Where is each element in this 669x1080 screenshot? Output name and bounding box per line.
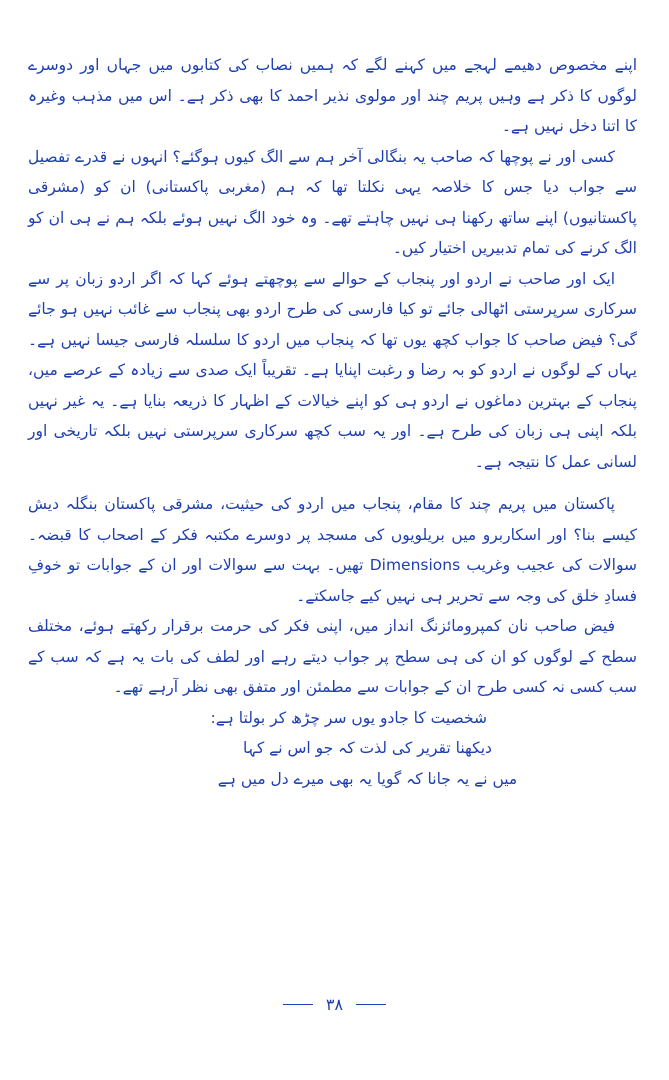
paragraph-5: فیض صاحب نان کمپرومائزنگ انداز میں، اپنی فکر کی حرمت برقرار رکھتے ہوئے، مختلف سطح کے لوگوں کو ان کی ہی سطح پر جواب دیتے رہے اور لطف کی بات یہ ہے کہ سب کے سب کسی نہ کسی طرح ان کے جوابات سے مطمئن اور متفق بھی نظر آرہے تھے۔ [28, 617, 637, 696]
page-footer [0, 994, 669, 1014]
paragraph-3: ایک اور صاحب نے اردو اور پنجاب کے حوالے سے پوچھتے ہوئے کہا کہ اگر اردو زبان پر سے سرکاری سرپرستی اٹھالی جائے تو کیا فارسی کی طرح اردو بھی پنجاب سے غائب نہیں ہو جائے گی؟ فیض صاحب کا جواب کچھ یوں تھا کہ پنجاب میں اردو کا سلسلہ فارسی جیسا نہیں ہے۔ یہاں کے لوگوں نے اردو کو بہ رضا و رغبت اپنایا ہے۔ تقریباً ایک صدی سے زیادہ کے عرصے میں، پنجاب کے بہترین دماغوں نے اردو ہی کو اپنے خیالات کے اظہار کا ذریعہ بنایا ہے۔ یہ غیر نہیں بلکہ اپنی ہی زبان کی طرح ہے۔ اور یہ سب کچھ سرکاری سرپرستی نہیں بلکہ تاریخی اور لسانی عمل کا نتیجہ ہے۔ [28, 269, 637, 471]
footer-rule-left [283, 1004, 313, 1005]
couplet-intro: شخصیت کا جادو یوں سر چڑھ کر بولتا ہے: [210, 708, 487, 727]
verse-line-2: میں نے یہ جانا کہ گویا یہ بھی میرے دل میں ہے [217, 769, 518, 788]
footer-rule-right [356, 1004, 386, 1005]
paragraph-2: کسی اور نے پوچھا کہ صاحب یہ بنگالی آخر ہم سے الگ کیوں ہوگئے؟ انہوں نے قدرے تفصیل سے جواب دیا جس کا خلاصہ یہی نکلتا تھا کہ ہم (مغربی پاکستانی) ان کو (مشرقی پاکستانیوں) اپنے ساتھ رکھنا ہی نہیں چاہتے تھے۔ وہ خود الگ نہیں ہوئے بلکہ ہم نے ہی ان کو الگ کرنے کی تمام تدبیریں اختیار کیں۔ [28, 147, 637, 257]
verse-line-1: دیکھنا تقریر کی لذت کہ جو اس نے کہا [243, 739, 492, 757]
paragraph-1: اپنے مخصوص دھیمے لہجے میں کہنے لگے کہ ہمیں نصاب کی کتابوں میں جہاں اور دوسرے لوگوں کا ذکر ہے وہیں پریم چند اور مولوی نذیر احمد کا بھی ذکر ہے۔ اس میں مذہب وغیرہ کا اتنا دخل نہیں ہے۔ [28, 56, 637, 135]
paragraph-4: پاکستان میں پریم چند کا مقام، پنجاب میں اردو کی حیثیت، مشرقی پاکستان بنگلہ دیش کیسے بنا؟ اور اسکاربرو میں بریلویوں کی مسجد پر دوسرے مکتبہ فکر کے اصحاب کا قبضہ۔ سوالات کی عجیب وغریب Dimensions تھیں۔ بہت سے سوالات اور ان کے جوابات تو خوفِ فسادِ خلق کی وجہ سے تحریر ہی نہیں کیے جاسکتے۔ [28, 495, 637, 605]
page-body [28, 50, 637, 794]
page-number: ۳۸ [325, 995, 344, 1014]
